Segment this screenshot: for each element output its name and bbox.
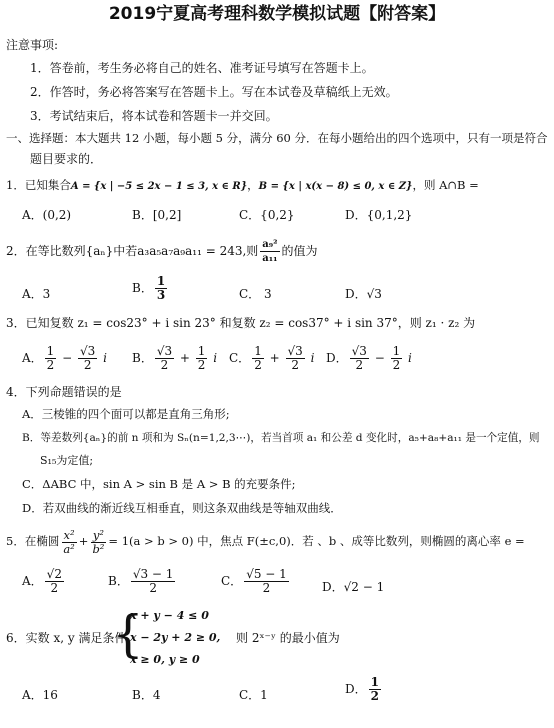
option-a: A．三棱锥的四个面可以都是直角三角形; (22, 407, 230, 421)
fraction (155, 345, 174, 372)
denominator: 2 (46, 358, 55, 372)
fraction (260, 238, 279, 265)
operator: + (78, 534, 89, 548)
numerator: 1 (197, 344, 206, 358)
brace-icon: { (112, 605, 144, 663)
numerator: √5 − 1 (246, 567, 287, 581)
option-c: C． 3 (239, 287, 272, 301)
denominator: 2 (392, 358, 401, 372)
imaginary-unit: i (99, 351, 107, 365)
numerator: √3 (351, 344, 367, 358)
fraction (369, 676, 381, 703)
option-label: C． (221, 574, 243, 588)
denominator: 2 (254, 358, 262, 372)
condition-2: x − 2y + 2 ≥ 0, (130, 631, 221, 644)
option-b-cont: S₁₅为定值; (40, 454, 94, 467)
denominator: a² (63, 541, 75, 556)
question-text: = 1(a > b > 0) 中，焦点 F(±c,0)．若 、b 、成等比数列，则椭圆的离心率 e = (108, 534, 525, 548)
fraction (252, 345, 264, 372)
set-b: B = {x | x(x − 8) ≤ 0, x ∈ Z} (258, 181, 413, 192)
set-a: A = {x | −5 ≤ 2x − 1 ≤ 3, x ∈ R} (70, 181, 248, 192)
question-2-stem (6, 236, 318, 266)
notice-heading: 注意事项: (6, 38, 59, 52)
imaginary-unit: i (209, 351, 218, 365)
option-a (22, 345, 107, 372)
question-4-stem: 4．下列命题错误的是 (6, 385, 122, 399)
denominator: b² (92, 541, 105, 556)
notice-item: 2．作答时，务必将答案写在答题卡上。写在本试卷及草稿纸上无效。 (30, 85, 398, 99)
fraction (45, 345, 57, 372)
denominator: 2 (370, 689, 379, 703)
condition-3: x ≥ 0, y ≥ 0 (130, 653, 200, 666)
denominator: 2 (50, 581, 59, 595)
option-a: A．(0,2) (22, 208, 72, 222)
question-3-stem: 3．已知复数 z₁ = cos23° + i sin 23° 和复数 z₂ = cos37° + i sin 37°，则 z₁ · z₂ 为 (6, 316, 476, 330)
option-c: C．ΔABC 中，sin A > sin B 是 A > B 的充要条件; (22, 477, 296, 491)
question-6-stem: 6．实数 x, y 满足条件 (6, 631, 127, 645)
notice-item: 3．考试结束后，将本试卷和答题卡一并交回。 (30, 109, 278, 123)
option-c (221, 568, 291, 595)
option-c (229, 345, 314, 372)
question-5-stem (6, 524, 525, 558)
imaginary-unit: i (404, 351, 412, 365)
denominator: 2 (262, 581, 271, 595)
option-label: A． (22, 351, 43, 365)
notice-item: 1．答卷前，考生务必将自己的姓名、准考证号填写在答题卡上。 (30, 61, 374, 75)
denominator: 2 (291, 358, 299, 372)
option-a: A．16 (22, 688, 58, 702)
numerator: y² (92, 527, 104, 542)
operator: − (370, 351, 389, 365)
fraction (45, 568, 64, 595)
question-text: 1．已知集合 (6, 178, 71, 192)
page-title: 2019宁夏高考理科数学模拟试题【附答案】 (108, 4, 446, 24)
option-label: D． (345, 682, 367, 696)
fraction (196, 345, 208, 372)
numerator: √3 (80, 344, 96, 358)
option-d: D．√2 − 1 (322, 580, 385, 594)
numerator: 1 (156, 274, 166, 288)
option-label: B． (108, 574, 129, 588)
question-text: 的值为 (281, 244, 318, 258)
option-b (132, 275, 169, 302)
option-b (108, 568, 177, 595)
denominator: 2 (355, 358, 364, 372)
fraction (244, 568, 289, 595)
section-heading-cont: 题目要求的． (30, 152, 103, 166)
option-label: B． (132, 351, 153, 365)
denominator: 2 (149, 581, 157, 595)
question-text: ，则 A∩B = (412, 178, 479, 192)
question-text: 5．在椭圆 (6, 534, 60, 548)
option-d (326, 345, 412, 372)
numerator: 1 (254, 344, 262, 358)
numerator: a₉² (262, 239, 278, 250)
denominator: a₁₁ (262, 253, 278, 264)
question-6-tail: 则 2ˣ⁻ʸ 的最小值为 (236, 631, 340, 645)
option-d: D．若双曲线的渐近线互相垂直，则这条双曲线是等轴双曲线． (22, 501, 342, 515)
question-text: 2．在等比数列{aₙ}中若a₃a₅a₇a₉a₁₁ = 243,则 (6, 244, 259, 258)
imaginary-unit: i (306, 351, 315, 365)
section-heading: 一、选择题：本大题共 12 小题，每小题 5 分，满分 60 分．在每小题给出的四个选项中，只有一项是符合 (6, 131, 548, 145)
option-d (345, 676, 383, 703)
denominator: 2 (197, 358, 206, 372)
operator: + (265, 351, 284, 365)
option-label: C． (229, 351, 251, 365)
option-b: B．等差数列{aₙ}的前 n 项和为 Sₙ(n=1,2,3⋯)，若当首项 a₁ 和公差 d 变化时，a₅+a₈+a₁₁ 是一个定值，则 (22, 432, 540, 444)
option-label: B． (132, 281, 153, 295)
fraction (350, 345, 369, 372)
numerator: x² (63, 527, 75, 542)
option-label: D． (326, 351, 348, 365)
denominator: 2 (83, 358, 92, 372)
option-a (22, 568, 66, 595)
fraction (155, 275, 167, 302)
denominator: 3 (156, 288, 166, 302)
option-a: A．3 (22, 287, 51, 301)
operator: − (58, 351, 76, 365)
option-d: D．{0,1,2} (345, 208, 413, 222)
fraction (61, 529, 76, 556)
operator: + (176, 351, 194, 365)
fraction (78, 345, 97, 372)
fraction (286, 345, 305, 372)
option-label: A． (22, 574, 43, 588)
numerator: √3 − 1 (132, 567, 174, 581)
option-b: B．4 (132, 688, 161, 702)
option-b (132, 345, 217, 372)
fraction (90, 529, 106, 556)
fraction (391, 345, 403, 372)
option-d: D．√3 (345, 287, 382, 301)
option-c: C．1 (239, 688, 268, 702)
numerator: √3 (287, 344, 303, 358)
numerator: 1 (370, 675, 379, 689)
question-text: ， (247, 178, 259, 192)
numerator: 1 (46, 344, 55, 358)
numerator: √3 (156, 344, 173, 358)
question-1-stem (6, 177, 479, 195)
option-c: C．{0,2} (239, 208, 295, 222)
denominator: 2 (160, 358, 169, 372)
condition-1: x + y − 4 ≤ 0 (130, 609, 209, 622)
numerator: 1 (392, 344, 401, 358)
option-b: B．[0,2] (132, 208, 182, 222)
numerator: √2 (46, 567, 62, 581)
fraction (131, 568, 176, 595)
